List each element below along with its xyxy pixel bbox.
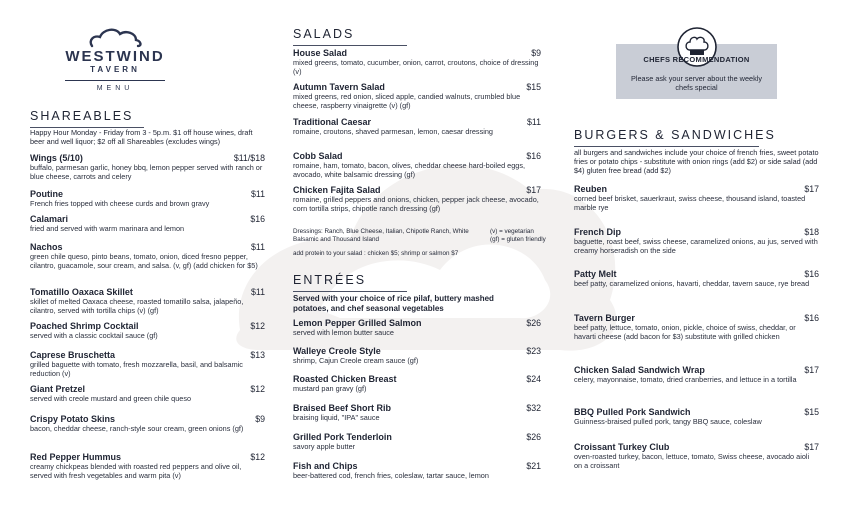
item-name: Chicken Salad Sandwich Wrap: [574, 365, 705, 375]
menu-item: [574, 227, 819, 255]
menu-item: [293, 185, 541, 213]
item-price: $21: [526, 461, 541, 471]
item-price: $16: [804, 269, 819, 279]
item-description: buffalo, parmesan garlic, honey bbq, lemon pepper served with ranch or blue cheese, carrots and celery: [30, 163, 263, 181]
salads-title: SALADS: [293, 27, 355, 41]
item-price: $26: [526, 432, 541, 442]
item-price: $11: [526, 117, 541, 127]
logo-subtitle: TAVERN: [90, 65, 140, 74]
chef-recommendation-text: Please ask your server about the weekly chefs special: [630, 74, 762, 92]
item-description: bacon, cheddar cheese, ranch-style sour cream, green onions (gf): [30, 424, 244, 433]
menu-item: [30, 321, 265, 341]
salads-divider: [293, 45, 407, 46]
item-price: $12: [250, 452, 265, 462]
item-price: $16: [250, 214, 265, 224]
item-name: Cobb Salad: [293, 151, 343, 161]
item-description: Guinness-braised pulled pork, tangy BBQ sauce, coleslaw: [574, 417, 762, 426]
happy-hour-note: Happy Hour Monday - Friday from 3 - 5p.m. $1 off house wines, draft beer and well liquor; $2 off all Shareables (excludes wings): [30, 128, 253, 146]
shareables-title: SHAREABLES: [30, 109, 134, 123]
item-name: Patty Melt: [574, 269, 617, 279]
item-price: $9: [255, 414, 265, 424]
menu-item: [574, 269, 819, 289]
logo-divider: [65, 80, 165, 81]
item-name: Fish and Chips: [293, 461, 358, 471]
menu-item: [293, 403, 541, 423]
menu-item: [293, 318, 541, 338]
item-name: Tavern Burger: [574, 313, 635, 323]
menu-item: [574, 313, 819, 341]
item-price: $12: [250, 384, 265, 394]
item-description: beef patty, lettuce, tomato, onion, pickle, choice of swiss, cheddar, or havarti cheese (add bacon for $3) substitute with grilled chicken: [574, 323, 796, 341]
item-description: served with a classic cocktail sauce (gf): [30, 331, 158, 340]
item-price: $18: [804, 227, 819, 237]
menu-item: [30, 214, 265, 234]
item-description: fried and served with warm marinara and lemon: [30, 224, 185, 233]
item-description: French fries topped with cheese curds and brown gravy: [30, 199, 210, 208]
item-price: $23: [526, 346, 541, 356]
entrees-divider: [293, 291, 407, 292]
item-price: $24: [526, 374, 541, 384]
item-description: green chile queso, pinto beans, tomato, onion, diced fresno pepper, cilantro, guacamole, sour cream, and salsa. (v, gf) (add chicken for $5): [30, 252, 258, 270]
item-description: romaine, grilled peppers and onions, chicken, pepper jack cheese, avocado, corn tortilla strips, chipotle ranch dressing (gf): [293, 195, 539, 213]
entrees-note: Served with your choice of rice pilaf, buttery mashed potatoes, and chef seasonal vegetables: [293, 294, 494, 313]
item-price: $9: [531, 48, 541, 58]
item-name: Traditional Caesar: [293, 117, 372, 127]
item-price: $17: [804, 184, 819, 194]
cloud-icon: [86, 26, 144, 48]
item-name: Tomatillo Oaxaca Skillet: [30, 287, 133, 297]
menu-item: [30, 384, 265, 404]
entrees-title: ENTRÉES: [293, 273, 367, 287]
menu-item: [574, 365, 819, 385]
item-description: savory apple butter: [293, 442, 356, 451]
item-price: $15: [526, 82, 541, 92]
item-description: celery, mayonnaise, tomato, dried cranberries, and lettuce in a tortilla: [574, 375, 797, 384]
item-description: beer-battered cod, french fries, coleslaw, tartar sauce, lemon: [293, 471, 489, 480]
menu-item: [293, 151, 541, 179]
item-description: skillet of melted Oaxaca cheese, roasted tomatillo salsa, jalapeño, cilantro, served with tortilla chips (v) (gf): [30, 297, 244, 315]
logo-menu-label: MENU: [96, 85, 134, 92]
item-name: Braised Beef Short Rib: [293, 403, 392, 413]
item-description: beef patty, caramelized onions, havarti, cheddar, tavern sauce, rye bread: [574, 279, 810, 288]
menu-item: [30, 242, 265, 270]
chef-recommendation-title: CHEFS RECOMMENDATION: [643, 55, 750, 64]
menu-item: [293, 374, 541, 394]
dressings-note: Dressings: Ranch, Blue Cheese, Italian, Chipotle Ranch, White Balsamic and Thousand Island: [293, 228, 469, 244]
item-price: $32: [526, 403, 541, 413]
item-price: $12: [250, 321, 265, 331]
item-name: Caprese Bruschetta: [30, 350, 116, 360]
item-name: Poached Shrimp Cocktail: [30, 321, 139, 331]
item-name: French Dip: [574, 227, 622, 237]
item-name: Roasted Chicken Breast: [293, 374, 397, 384]
menu-item: [30, 414, 265, 434]
diet-legend: [490, 228, 570, 244]
item-description: served with creole mustard and green chile queso: [30, 394, 192, 403]
item-description: baguette, roast beef, swiss cheese, caramelized onions, au jus, served with creamy horseradish on the side: [574, 237, 818, 255]
item-name: Poutine: [30, 189, 63, 199]
menu-item: [30, 189, 265, 209]
item-description: oven-roasted turkey, bacon, lettuce, tomato, Swiss cheese, avocado aioli on a croissant: [574, 452, 810, 470]
menu-item: [293, 82, 541, 110]
menu-item: [30, 452, 265, 480]
item-price: $13: [250, 350, 265, 360]
item-price: $16: [804, 313, 819, 323]
item-name: Lemon Pepper Grilled Salmon: [293, 318, 422, 328]
item-price: $17: [804, 442, 819, 452]
menu-item: [574, 407, 819, 427]
burgers-note: all burgers and sandwiches include your choice of french fries, sweet potato fries or potato chips - substitute with onion rings (add $2) or side salad (add $4) gluten free bread (add $2): [574, 148, 819, 175]
item-description: mustard pan gravy (gf): [293, 384, 367, 393]
item-name: Croissant Turkey Club: [574, 442, 670, 452]
item-price: $11: [250, 242, 265, 252]
item-name: House Salad: [293, 48, 348, 58]
item-name: Giant Pretzel: [30, 384, 86, 394]
burgers-divider: [574, 146, 759, 147]
item-price: $17: [804, 365, 819, 375]
item-description: grilled baguette with tomato, fresh mozzarella, basil, and balsamic reduction (v): [30, 360, 243, 378]
item-name: BBQ Pulled Pork Sandwich: [574, 407, 691, 417]
chef-recommendation-box: [616, 44, 777, 99]
menu-item: [30, 153, 265, 181]
item-name: Nachos: [30, 242, 63, 252]
item-name: Chicken Fajita Salad: [293, 185, 381, 195]
item-description: creamy chickpeas blended with roasted red peppers and olive oil, served with fresh vegetables and warm pita (v): [30, 462, 242, 480]
item-description: corned beef brisket, sauerkraut, swiss cheese, thousand island, toasted marble rye: [574, 194, 806, 212]
item-name: Calamari: [30, 214, 69, 224]
item-price: $26: [526, 318, 541, 328]
item-name: Crispy Potato Skins: [30, 414, 116, 424]
item-description: braising liquid, "IPA" sauce: [293, 413, 380, 422]
logo: [60, 26, 170, 92]
item-price: $15: [804, 407, 819, 417]
legend-vegetarian: (v) = vegetarian: [490, 228, 534, 235]
item-price: $11: [250, 189, 265, 199]
menu-item: [293, 461, 541, 481]
item-name: Autumn Tavern Salad: [293, 82, 385, 92]
item-description: romaine, ham, tomato, bacon, olives, cheddar cheese hard-boiled eggs, avocado, white balsamic dressing (gf): [293, 161, 526, 179]
menu-item: [293, 48, 541, 76]
item-description: served with lemon butter sauce: [293, 328, 394, 337]
item-description: shrimp, Cajun Creole cream sauce (gf): [293, 356, 419, 365]
menu-item: [574, 442, 819, 470]
menu-item: [293, 432, 541, 452]
item-price: $17: [526, 185, 541, 195]
menu-item: [293, 346, 541, 366]
logo-name: WESTWIND: [65, 48, 165, 65]
menu-item: [293, 117, 541, 137]
protein-note: add protein to your salad : chicken $5; shrimp or salmon $7: [293, 250, 459, 257]
item-name: Wings (5/10): [30, 153, 83, 163]
legend-gluten-friendly: (gf) = gluten friendly: [490, 236, 546, 244]
menu-item: [30, 287, 265, 315]
item-name: Red Pepper Hummus: [30, 452, 122, 462]
item-description: mixed greens, red onion, sliced apple, candied walnuts, crumbled blue cheese, raspberry vinaigrette (v) (gf): [293, 92, 521, 110]
burgers-title: BURGERS & SANDWICHES: [574, 128, 776, 142]
item-name: Reuben: [574, 184, 608, 194]
item-price: $16: [526, 151, 541, 161]
item-name: Walleye Creole Style: [293, 346, 381, 356]
item-price: $11/$18: [233, 153, 265, 163]
menu-item: [30, 350, 265, 378]
item-price: $11: [250, 287, 265, 297]
menu-item: [574, 184, 819, 212]
item-description: mixed greens, tomato, cucumber, onion, carrot, croutons, choice of dressing (v): [293, 58, 539, 76]
item-description: romaine, croutons, shaved parmesan, lemon, caesar dressing: [293, 127, 493, 136]
item-name: Grilled Pork Tenderloin: [293, 432, 392, 442]
